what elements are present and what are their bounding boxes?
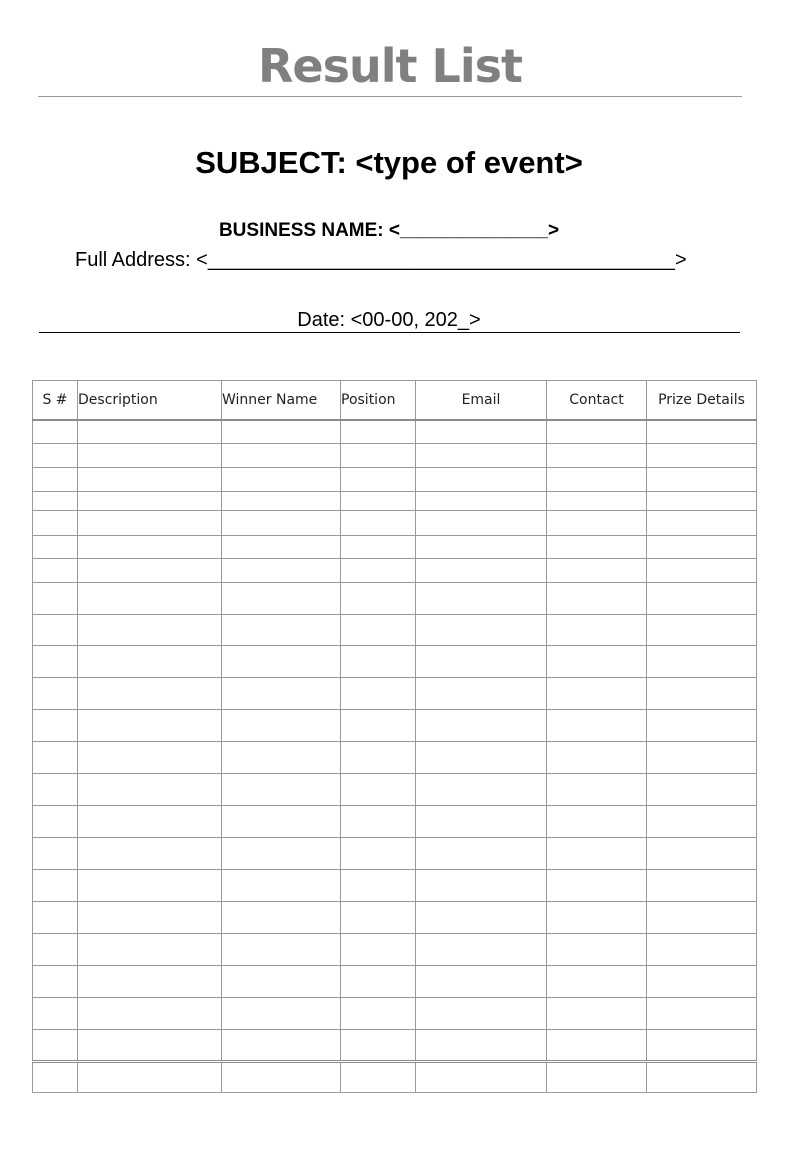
table-cell xyxy=(33,1030,78,1062)
column-header-position: Position xyxy=(341,381,416,420)
table-cell xyxy=(547,615,647,646)
table-cell xyxy=(647,420,757,444)
table-cell xyxy=(78,742,222,774)
table-row xyxy=(33,838,757,870)
table-cell xyxy=(33,468,78,492)
table-cell xyxy=(647,511,757,536)
table-cell xyxy=(78,710,222,742)
table-cell xyxy=(416,710,547,742)
table-cell xyxy=(341,615,416,646)
table-cell xyxy=(78,615,222,646)
table-cell xyxy=(341,646,416,678)
table-cell xyxy=(416,838,547,870)
table-cell xyxy=(78,1062,222,1093)
table-cell xyxy=(341,468,416,492)
table-cell xyxy=(33,870,78,902)
table-row xyxy=(33,678,757,710)
table-cell xyxy=(222,838,341,870)
table-cell xyxy=(547,742,647,774)
table-cell xyxy=(547,1030,647,1062)
table-cell xyxy=(222,559,341,583)
table-cell xyxy=(647,998,757,1030)
table-cell xyxy=(33,1062,78,1093)
business-name-line: BUSINESS NAME: <______________> xyxy=(218,220,560,241)
table-cell xyxy=(647,806,757,838)
table-row xyxy=(33,1030,757,1062)
table-cell xyxy=(647,646,757,678)
table-cell xyxy=(647,870,757,902)
table-cell xyxy=(547,1062,647,1093)
table-cell xyxy=(547,468,647,492)
table-cell xyxy=(222,511,341,536)
table-cell xyxy=(547,870,647,902)
table-cell xyxy=(78,511,222,536)
table-cell xyxy=(222,444,341,468)
table-cell xyxy=(416,420,547,444)
table-cell xyxy=(416,806,547,838)
table-row xyxy=(33,1062,757,1093)
table-cell xyxy=(547,902,647,934)
table-cell xyxy=(547,710,647,742)
table-cell xyxy=(33,646,78,678)
table-cell xyxy=(547,774,647,806)
column-header-winner-name: Winner Name xyxy=(222,381,341,420)
results-table xyxy=(32,380,757,1093)
table-cell xyxy=(78,583,222,615)
table-row xyxy=(33,583,757,615)
table-cell xyxy=(222,583,341,615)
table-cell xyxy=(78,966,222,998)
table-cell xyxy=(416,492,547,511)
table-row xyxy=(33,934,757,966)
table-cell xyxy=(222,492,341,511)
table-cell xyxy=(222,966,341,998)
table-cell xyxy=(547,966,647,998)
table-cell xyxy=(416,583,547,615)
table-cell xyxy=(647,678,757,710)
table-cell xyxy=(647,902,757,934)
table-cell xyxy=(33,934,78,966)
table-cell xyxy=(647,838,757,870)
table-cell xyxy=(647,536,757,559)
table-cell xyxy=(416,444,547,468)
table-cell xyxy=(33,678,78,710)
table-cell xyxy=(416,511,547,536)
table-body xyxy=(33,420,757,1093)
table-cell xyxy=(341,742,416,774)
table-cell xyxy=(78,536,222,559)
table-cell xyxy=(78,468,222,492)
table-cell xyxy=(222,934,341,966)
table-cell xyxy=(547,536,647,559)
table-cell xyxy=(416,870,547,902)
table-cell xyxy=(547,511,647,536)
table-cell xyxy=(341,902,416,934)
table-cell xyxy=(341,870,416,902)
document-title: Result List xyxy=(258,39,522,93)
column-header-email: Email xyxy=(416,381,547,420)
table-cell xyxy=(341,806,416,838)
table-cell xyxy=(222,998,341,1030)
table-cell xyxy=(416,742,547,774)
table-cell xyxy=(647,559,757,583)
table-cell xyxy=(547,444,647,468)
table-row xyxy=(33,998,757,1030)
table-cell xyxy=(416,966,547,998)
table-row xyxy=(33,710,757,742)
table-cell xyxy=(416,998,547,1030)
table-cell xyxy=(416,646,547,678)
table-cell xyxy=(78,998,222,1030)
table-cell xyxy=(547,998,647,1030)
table-cell xyxy=(33,998,78,1030)
table-row xyxy=(33,511,757,536)
table-row xyxy=(33,966,757,998)
table-cell xyxy=(647,742,757,774)
column-header-serial: S # xyxy=(33,381,78,420)
table-cell xyxy=(416,536,547,559)
table-cell xyxy=(341,559,416,583)
table-cell xyxy=(78,646,222,678)
table-cell xyxy=(341,710,416,742)
table-cell xyxy=(222,615,341,646)
table-cell xyxy=(222,870,341,902)
table-cell xyxy=(647,583,757,615)
table-cell xyxy=(341,934,416,966)
table-cell xyxy=(547,559,647,583)
table-cell xyxy=(222,420,341,444)
column-header-prize-details: Prize Details xyxy=(647,381,757,420)
column-header-contact: Contact xyxy=(547,381,647,420)
table-cell xyxy=(647,966,757,998)
table-cell xyxy=(547,934,647,966)
table-cell xyxy=(222,774,341,806)
table-row xyxy=(33,468,757,492)
table-cell xyxy=(78,934,222,966)
table-row xyxy=(33,420,757,444)
table-cell xyxy=(416,774,547,806)
table-cell xyxy=(222,742,341,774)
table-cell xyxy=(78,559,222,583)
table-cell xyxy=(78,774,222,806)
table-cell xyxy=(78,1030,222,1062)
table-cell xyxy=(547,806,647,838)
table-cell xyxy=(416,1062,547,1093)
table-cell xyxy=(647,1030,757,1062)
table-cell xyxy=(78,444,222,468)
table-cell xyxy=(33,966,78,998)
table-cell xyxy=(341,1030,416,1062)
table-cell xyxy=(647,468,757,492)
table-cell xyxy=(78,420,222,444)
table-cell xyxy=(547,646,647,678)
table-row xyxy=(33,559,757,583)
table-cell xyxy=(222,1062,341,1093)
table-cell xyxy=(647,492,757,511)
table-row xyxy=(33,536,757,559)
table-cell xyxy=(416,1030,547,1062)
table-row xyxy=(33,870,757,902)
table-cell xyxy=(547,420,647,444)
table-cell xyxy=(341,1062,416,1093)
table-row xyxy=(33,492,757,511)
table-cell xyxy=(341,444,416,468)
table-cell xyxy=(647,710,757,742)
table-cell xyxy=(33,492,78,511)
table-cell xyxy=(416,902,547,934)
table-cell xyxy=(341,998,416,1030)
table-row xyxy=(33,902,757,934)
table-cell xyxy=(547,838,647,870)
table-cell xyxy=(222,468,341,492)
table-header-row xyxy=(33,381,757,420)
table-cell xyxy=(647,444,757,468)
table-cell xyxy=(33,536,78,559)
table-cell xyxy=(416,468,547,492)
title-divider xyxy=(38,96,742,97)
table-cell xyxy=(222,902,341,934)
table-cell xyxy=(33,806,78,838)
table-cell xyxy=(33,583,78,615)
table-cell xyxy=(33,742,78,774)
table-cell xyxy=(222,678,341,710)
table-cell xyxy=(78,870,222,902)
table-row xyxy=(33,615,757,646)
table-cell xyxy=(416,678,547,710)
table-cell xyxy=(341,774,416,806)
table-cell xyxy=(341,678,416,710)
table-cell xyxy=(33,511,78,536)
table-cell xyxy=(222,806,341,838)
table-cell xyxy=(33,559,78,583)
date-divider xyxy=(39,332,740,333)
table-cell xyxy=(222,1030,341,1062)
table-cell xyxy=(341,511,416,536)
table-row xyxy=(33,742,757,774)
table-cell xyxy=(78,492,222,511)
table-cell xyxy=(341,966,416,998)
table-cell xyxy=(341,838,416,870)
table-cell xyxy=(547,583,647,615)
table-cell xyxy=(33,710,78,742)
table-cell xyxy=(341,492,416,511)
table-cell xyxy=(647,1062,757,1093)
table-cell xyxy=(647,934,757,966)
table-row xyxy=(33,774,757,806)
table-row xyxy=(33,444,757,468)
date-line: Date: <00-00, 202_> xyxy=(297,309,481,331)
table-cell xyxy=(416,559,547,583)
table-cell xyxy=(416,615,547,646)
table-cell xyxy=(33,838,78,870)
full-address-line: Full Address: <__________________________________________> xyxy=(75,249,687,271)
table-cell xyxy=(33,902,78,934)
table-row xyxy=(33,806,757,838)
table-cell xyxy=(341,583,416,615)
table-cell xyxy=(547,492,647,511)
table-cell xyxy=(647,774,757,806)
column-header-description: Description xyxy=(78,381,222,420)
subject-line: SUBJECT: <type of event> xyxy=(195,145,583,180)
table-cell xyxy=(78,902,222,934)
table-cell xyxy=(33,420,78,444)
table-cell xyxy=(647,615,757,646)
table-cell xyxy=(341,536,416,559)
table-cell xyxy=(222,710,341,742)
table-cell xyxy=(416,934,547,966)
table-cell xyxy=(78,838,222,870)
table-cell xyxy=(222,646,341,678)
table-cell xyxy=(222,536,341,559)
table-cell xyxy=(33,444,78,468)
table-cell xyxy=(33,774,78,806)
table-cell xyxy=(547,678,647,710)
table-cell xyxy=(341,420,416,444)
table-cell xyxy=(33,615,78,646)
table-row xyxy=(33,646,757,678)
table-cell xyxy=(78,806,222,838)
table-cell xyxy=(78,678,222,710)
